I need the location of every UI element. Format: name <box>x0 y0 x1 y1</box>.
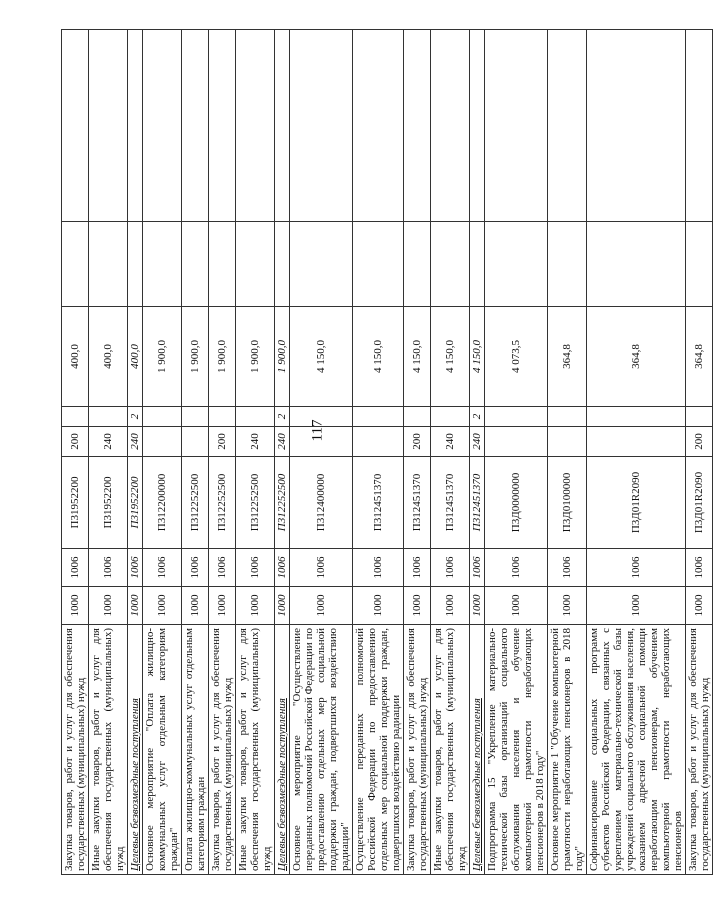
funding-source-code <box>548 407 587 427</box>
subsection-code: 1006 <box>431 549 470 587</box>
table-row <box>62 30 89 875</box>
table-row <box>143 30 182 875</box>
amount: 364,8 <box>548 307 587 407</box>
section-code: 1000 <box>548 587 587 625</box>
row-name: Основное мероприятие "Осуществление переданных полномочий Российской Федерации по предоставлению отдельных мер социальной поддержки граждан, подвергшихся воздействию радиации" <box>290 625 353 875</box>
funding-source-code <box>236 407 275 427</box>
section-code: 1000 <box>182 587 209 625</box>
empty-cell <box>548 30 587 222</box>
target-article-code: П31952200 <box>128 457 143 549</box>
empty-cell <box>128 222 143 307</box>
subsection-code: 1006 <box>209 549 236 587</box>
subsection-code: 1006 <box>470 549 485 587</box>
row-name: Основное мероприятие "Оплата жилищно-коммунальных услуг отдельным категориям граждан" <box>143 625 182 875</box>
table-row <box>353 30 404 875</box>
table-row <box>548 30 587 875</box>
section-code: 1000 <box>485 587 548 625</box>
subsection-code: 1006 <box>290 549 353 587</box>
empty-cell <box>485 222 548 307</box>
section-code: 1000 <box>686 587 713 625</box>
subsection-code: 1006 <box>686 549 713 587</box>
expense-type-code <box>182 427 209 457</box>
row-name: Целевые безвозмездные поступления <box>275 625 290 875</box>
expense-type-code <box>548 427 587 457</box>
expense-type-code: 200 <box>209 427 236 457</box>
section-code: 1000 <box>89 587 128 625</box>
funding-source-code <box>62 407 89 427</box>
funding-source-code <box>182 407 209 427</box>
table-row <box>485 30 548 875</box>
target-article-code: П3Д0000000 <box>485 457 548 549</box>
section-code: 1000 <box>431 587 470 625</box>
section-code: 1000 <box>470 587 485 625</box>
expense-type-code: 240 <box>236 427 275 457</box>
table-row <box>587 30 686 875</box>
amount: 1 900,0 <box>236 307 275 407</box>
empty-cell <box>470 222 485 307</box>
funding-source-code <box>404 407 431 427</box>
target-article-code: П31952200 <box>62 457 89 549</box>
empty-cell <box>431 30 470 222</box>
funding-source-code <box>290 407 353 427</box>
row-name: Закупка товаров, работ и услуг для обеспечения государственных (муниципальных) нужд <box>686 625 713 875</box>
empty-cell <box>62 222 89 307</box>
amount: 400,0 <box>128 307 143 407</box>
section-code: 1000 <box>587 587 686 625</box>
row-name: Осуществление переданных полномочий Российской Федерации по предоставлению отдельных мер социальной поддержки граждан, подвергшихся воздействию радиации <box>353 625 404 875</box>
empty-cell <box>470 30 485 222</box>
subsection-code: 1006 <box>89 549 128 587</box>
target-article-code: П312451370 <box>431 457 470 549</box>
expense-type-code: 240 <box>89 427 128 457</box>
row-name: Закупка товаров, работ и услуг для обеспечения государственных (муниципальных) нужд <box>62 625 89 875</box>
empty-cell <box>128 30 143 222</box>
empty-cell <box>209 30 236 222</box>
table-row <box>470 30 485 875</box>
funding-source-code <box>143 407 182 427</box>
row-name: Основное мероприятие 1 "Обучение компьютерной грамотности неработающих пенсионеров в 2018 году" <box>548 625 587 875</box>
amount: 4 150,0 <box>404 307 431 407</box>
empty-cell <box>548 222 587 307</box>
row-name: Оплата жилищно-коммунальных услуг отдельным категориям граждан <box>182 625 209 875</box>
target-article-code: П31952200 <box>89 457 128 549</box>
funding-source-code <box>209 407 236 427</box>
section-code: 1000 <box>353 587 404 625</box>
empty-cell <box>143 222 182 307</box>
target-article-code: П312451370 <box>353 457 404 549</box>
row-name: Иные закупки товаров, работ и услуг для обеспечения государственных (муниципальных) нужд <box>89 625 128 875</box>
subsection-code: 1006 <box>182 549 209 587</box>
table-row <box>686 30 713 875</box>
table-row <box>236 30 275 875</box>
empty-cell <box>89 222 128 307</box>
funding-source-code <box>686 407 713 427</box>
section-code: 1000 <box>236 587 275 625</box>
expense-type-code: 240 <box>470 427 485 457</box>
amount: 1 900,0 <box>182 307 209 407</box>
table-body <box>62 30 713 875</box>
page-number: 117 <box>309 419 326 442</box>
target-article-code: П312400000 <box>290 457 353 549</box>
row-name: Подпрограмма 15 "Укрепление материально-технической базы организаций социального обслуживания населения и обучение компьютерной грамотности неработающих пенсионеров в 2018 году" <box>485 625 548 875</box>
amount: 4 150,0 <box>431 307 470 407</box>
target-article-code: П312451370 <box>470 457 485 549</box>
subsection-code: 1006 <box>62 549 89 587</box>
row-name: Закупка товаров, работ и услуг для обеспечения государственных (муниципальных) нужд <box>209 625 236 875</box>
empty-cell <box>182 30 209 222</box>
expense-type-code <box>353 427 404 457</box>
expense-type-code: 200 <box>404 427 431 457</box>
target-article-code: П3Д01R2090 <box>587 457 686 549</box>
subsection-code: 1006 <box>236 549 275 587</box>
row-name: Софинансирование социальных программ субъектов Российской Федерации, связанных с укреплением материально-технической базы учреждений социального обслуживания населения, оказанием адресной социальной помощи неработающим пенсионерам, обучением компьютерной грамотности неработающих пенсионеров <box>587 625 686 875</box>
subsection-code: 1006 <box>548 549 587 587</box>
row-name: Целевые безвозмездные поступления <box>470 625 485 875</box>
amount: 1 900,0 <box>143 307 182 407</box>
target-article-code: П312252500 <box>182 457 209 549</box>
subsection-code: 1006 <box>485 549 548 587</box>
subsection-code: 1006 <box>143 549 182 587</box>
funding-source-code <box>485 407 548 427</box>
empty-cell <box>236 222 275 307</box>
table-row <box>128 30 143 875</box>
empty-cell <box>275 222 290 307</box>
amount: 4 150,0 <box>353 307 404 407</box>
empty-cell <box>89 30 128 222</box>
section-code: 1000 <box>275 587 290 625</box>
table-row <box>209 30 236 875</box>
funding-source-code: 2 <box>470 407 485 427</box>
section-code: 1000 <box>128 587 143 625</box>
empty-cell <box>404 222 431 307</box>
funding-source-code <box>587 407 686 427</box>
empty-cell <box>353 222 404 307</box>
expense-type-code: 240 <box>128 427 143 457</box>
amount: 4 150,0 <box>470 307 485 407</box>
empty-cell <box>143 30 182 222</box>
funding-source-code: 2 <box>128 407 143 427</box>
amount: 364,8 <box>587 307 686 407</box>
row-name: Иные закупки товаров, работ и услуг для обеспечения государственных (муниципальных) нужд <box>236 625 275 875</box>
table-row <box>182 30 209 875</box>
empty-cell <box>587 30 686 222</box>
table-row <box>275 30 290 875</box>
empty-cell <box>431 222 470 307</box>
subsection-code: 1006 <box>275 549 290 587</box>
funding-source-code <box>353 407 404 427</box>
amount: 400,0 <box>62 307 89 407</box>
empty-cell <box>587 222 686 307</box>
target-article-code: П3Д01R2090 <box>686 457 713 549</box>
budget-table <box>61 29 713 875</box>
amount: 364,8 <box>686 307 713 407</box>
empty-cell <box>485 30 548 222</box>
empty-cell <box>236 30 275 222</box>
section-code: 1000 <box>290 587 353 625</box>
expense-type-code: 200 <box>686 427 713 457</box>
empty-cell <box>686 222 713 307</box>
row-name: Закупка товаров, работ и услуг для обеспечения государственных (муниципальных) нужд <box>404 625 431 875</box>
section-code: 1000 <box>62 587 89 625</box>
budget-table-container <box>61 30 711 875</box>
subsection-code: 1006 <box>128 549 143 587</box>
empty-cell <box>209 222 236 307</box>
empty-cell <box>404 30 431 222</box>
empty-cell <box>275 30 290 222</box>
funding-source-code <box>89 407 128 427</box>
target-article-code: П312252500 <box>236 457 275 549</box>
subsection-code: 1006 <box>587 549 686 587</box>
expense-type-code <box>485 427 548 457</box>
amount: 400,0 <box>89 307 128 407</box>
expense-type-code: 240 <box>275 427 290 457</box>
amount: 4 150,0 <box>290 307 353 407</box>
row-name: Иные закупки товаров, работ и услуг для обеспечения государственных (муниципальных) нужд <box>431 625 470 875</box>
target-article-code: П312252500 <box>209 457 236 549</box>
subsection-code: 1006 <box>404 549 431 587</box>
empty-cell <box>182 222 209 307</box>
empty-cell <box>353 30 404 222</box>
amount: 1 900,0 <box>275 307 290 407</box>
amount: 1 900,0 <box>209 307 236 407</box>
target-article-code: П3Д0100000 <box>548 457 587 549</box>
row-name: Целевые безвозмездные поступления <box>128 625 143 875</box>
empty-cell <box>62 30 89 222</box>
empty-cell <box>290 222 353 307</box>
funding-source-code: 2 <box>275 407 290 427</box>
section-code: 1000 <box>404 587 431 625</box>
expense-type-code <box>143 427 182 457</box>
target-article-code: П312252500 <box>275 457 290 549</box>
target-article-code: П312200000 <box>143 457 182 549</box>
section-code: 1000 <box>209 587 236 625</box>
expense-type-code <box>587 427 686 457</box>
expense-type-code: 200 <box>62 427 89 457</box>
table-row <box>89 30 128 875</box>
expense-type-code <box>290 427 353 457</box>
amount: 4 073,5 <box>485 307 548 407</box>
target-article-code: П312451370 <box>404 457 431 549</box>
subsection-code: 1006 <box>353 549 404 587</box>
empty-cell <box>290 30 353 222</box>
section-code: 1000 <box>143 587 182 625</box>
table-row <box>404 30 431 875</box>
funding-source-code <box>431 407 470 427</box>
expense-type-code: 240 <box>431 427 470 457</box>
empty-cell <box>686 30 713 222</box>
table-row <box>431 30 470 875</box>
table-row <box>290 30 353 875</box>
